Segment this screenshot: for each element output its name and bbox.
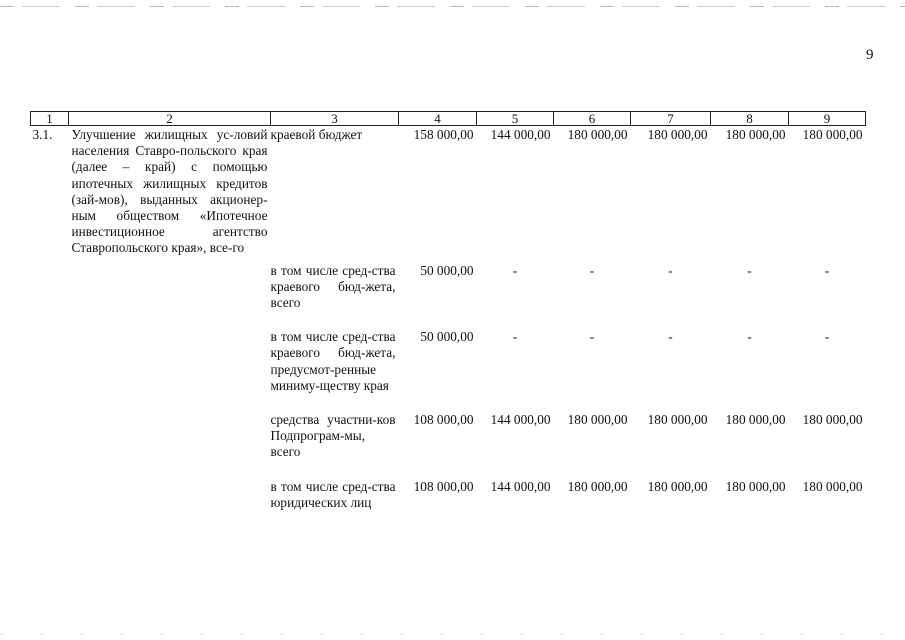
value-cell: 180 000,00 xyxy=(647,412,708,428)
column-number-header-row xyxy=(31,112,866,126)
value-cell: 180 000,00 xyxy=(567,478,628,494)
value-cell: 180 000,00 xyxy=(802,412,863,428)
scan-artifact-bottom xyxy=(0,634,905,635)
value-cell: 180 000,00 xyxy=(802,127,863,142)
value-cell: 180 000,00 xyxy=(647,127,708,142)
item-description: Улучшение жилищных ус-ловий населения Ставро-польского края (далее – край) с помощью ипотечных жилищных кредитов (зай-мов), выданных акционер-ным обществом «Ипотечное инвестиционное агентство Ставропольского края», все-го xyxy=(71,127,268,256)
value-cell: 144 000,00 xyxy=(490,412,551,428)
value-cell: - xyxy=(747,262,752,278)
value-cell: 108 000,00 xyxy=(413,478,474,494)
value-cell: - xyxy=(824,262,830,278)
value-cell: 50 000,00 xyxy=(420,329,474,345)
column-number: 6 xyxy=(554,112,631,126)
column-number: 7 xyxy=(631,112,711,126)
table-row xyxy=(31,126,866,263)
column-number: 4 xyxy=(399,112,477,126)
value-cell: 180 000,00 xyxy=(725,127,786,142)
funding-source: в том числе сред-ства краевого бюд-жета, предусмот-ренные миниму-ществу края xyxy=(270,329,396,393)
column-number: 5 xyxy=(477,112,554,126)
value-cell: - xyxy=(824,329,830,345)
value-cell: - xyxy=(668,262,673,278)
value-cell: 144 000,00 xyxy=(490,127,551,142)
item-number: 3.1. xyxy=(32,127,53,142)
table-row xyxy=(31,479,866,511)
value-cell: 50 000,00 xyxy=(420,262,474,278)
value-cell: - xyxy=(668,329,673,345)
value-cell: - xyxy=(512,262,518,278)
value-cell: 180 000,00 xyxy=(567,412,628,428)
value-cell: 144 000,00 xyxy=(490,478,551,494)
column-number: 2 xyxy=(69,112,271,126)
funding-source: в том числе сред-ства краевого бюд-жета, всего xyxy=(270,262,396,311)
value-cell: 180 000,00 xyxy=(647,478,708,494)
budget-table xyxy=(30,111,866,511)
funding-source: краевой бюджет xyxy=(270,127,363,142)
column-number: 8 xyxy=(711,112,789,126)
value-cell: - xyxy=(747,329,752,345)
column-number: 3 xyxy=(271,112,399,126)
table-row xyxy=(31,329,866,412)
value-cell: 158 000,00 xyxy=(413,127,474,142)
column-number: 9 xyxy=(789,112,866,126)
value-cell: 180 000,00 xyxy=(567,127,628,142)
value-cell: 108 000,00 xyxy=(413,412,474,428)
value-cell: - xyxy=(512,329,518,345)
funding-source: в том числе сред-ства юридических лиц xyxy=(270,478,396,510)
value-cell: 180 000,00 xyxy=(725,412,786,428)
value-cell: 180 000,00 xyxy=(725,478,786,494)
funding-source: средства участни-ков Подпрограм-мы, всего xyxy=(270,412,396,460)
value-cell: 180 000,00 xyxy=(802,478,863,494)
table-row xyxy=(31,412,866,479)
value-cell: - xyxy=(589,262,595,278)
column-number: 1 xyxy=(31,112,69,126)
table-row xyxy=(31,263,866,330)
value-cell: - xyxy=(589,329,595,345)
scan-artifact-top xyxy=(0,6,905,7)
page-number: 9 xyxy=(866,47,874,63)
